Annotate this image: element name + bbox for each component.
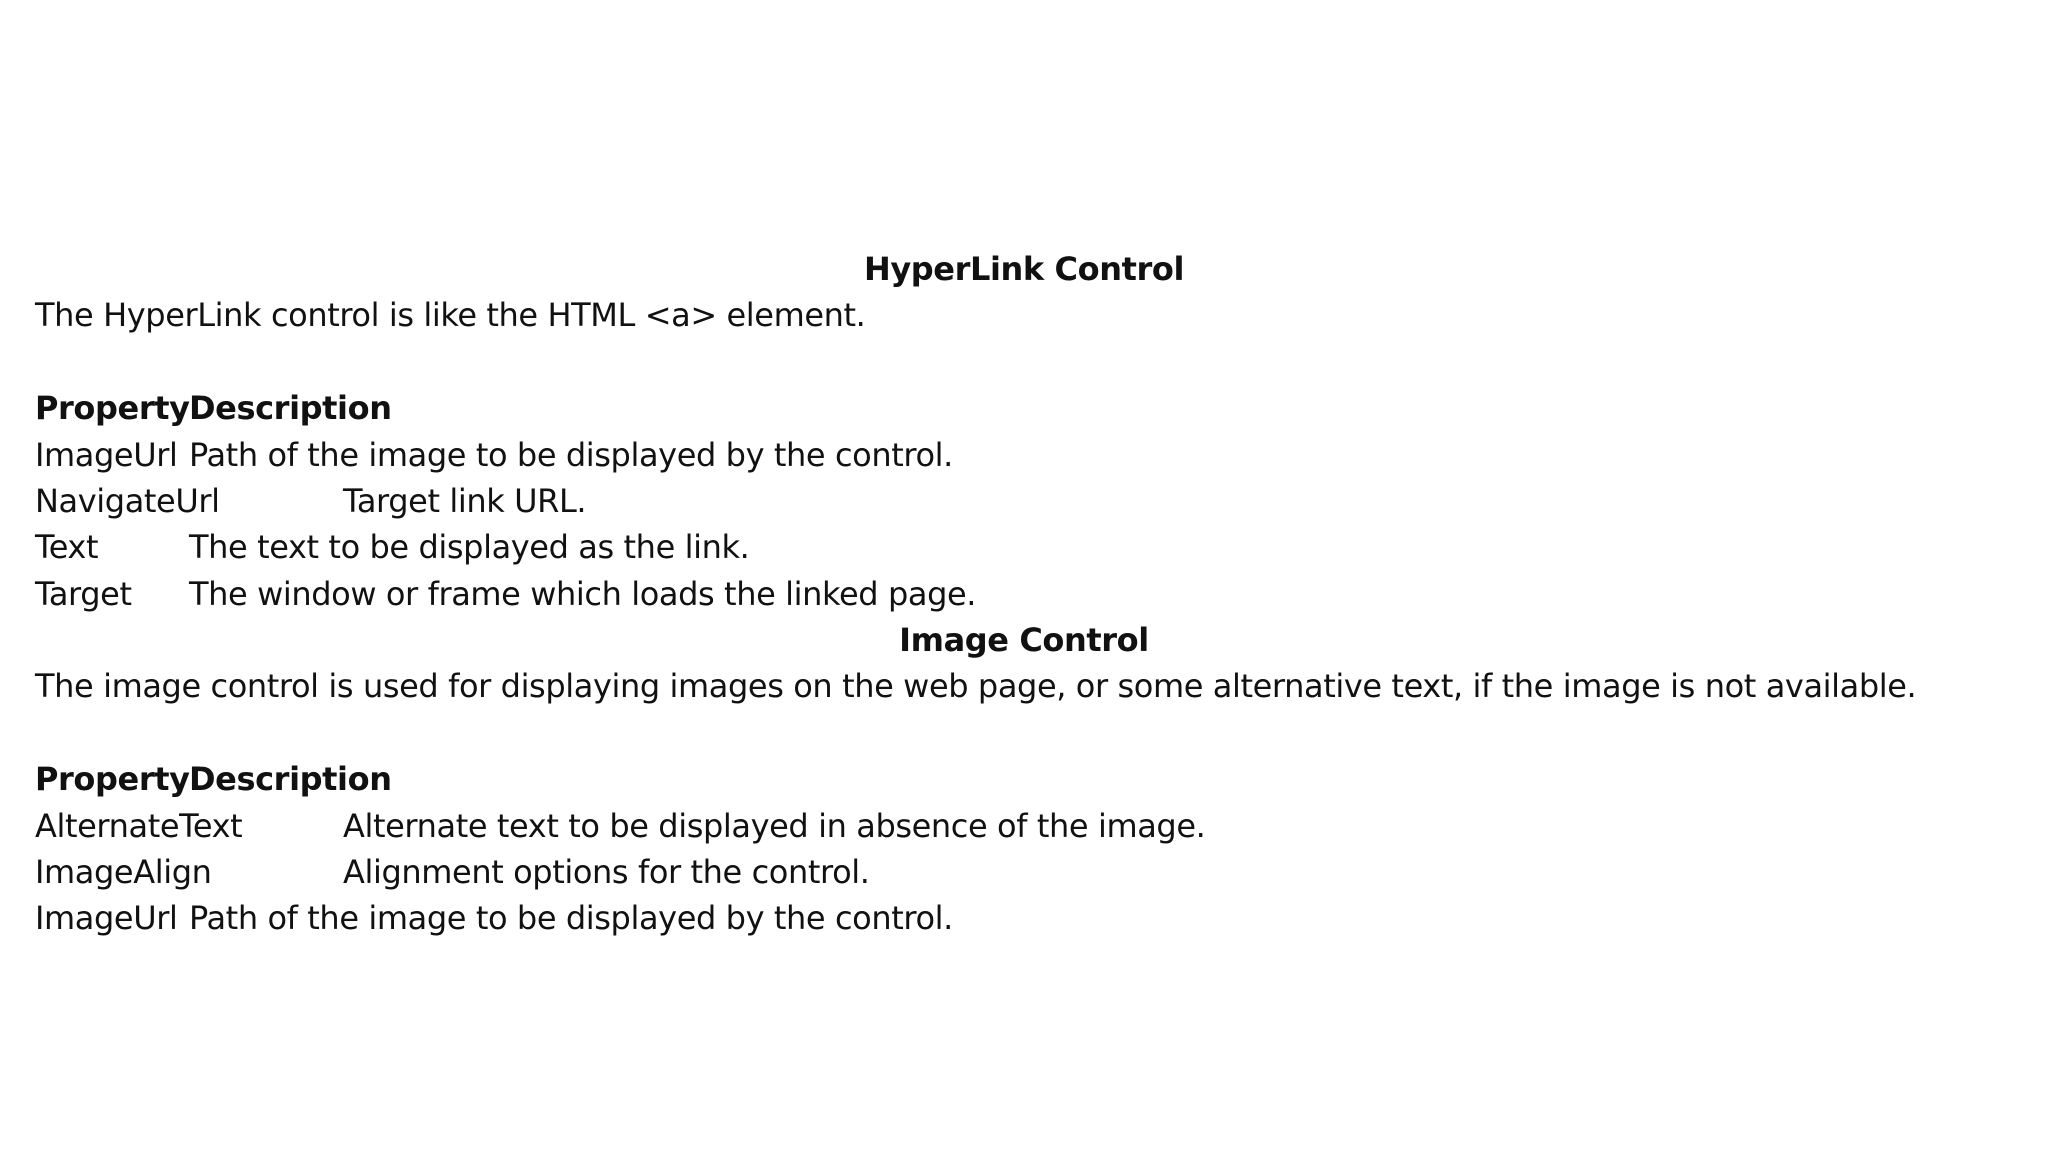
property-description: The text to be displayed as the link. <box>189 528 750 566</box>
property-description: Target link URL. <box>343 482 587 520</box>
property-name: ImageAlign <box>35 853 212 891</box>
property-description: Alternate text to be displayed in absence of the image. <box>343 807 1206 845</box>
property-name: NavigateUrl <box>35 482 220 520</box>
section-intro-image: The image control is used for displaying images on the web page, or some alternative text, if the image is not available. <box>35 667 1917 705</box>
header-description: Description <box>189 760 392 798</box>
property-description: The window or frame which loads the linked page. <box>189 575 977 613</box>
property-description: Alignment options for the control. <box>343 853 870 891</box>
property-description: Path of the image to be displayed by the control. <box>189 899 953 937</box>
header-property: Property <box>35 389 190 427</box>
property-name: ImageUrl <box>35 436 178 474</box>
header-property: Property <box>35 760 190 798</box>
property-name: Target <box>35 575 132 613</box>
section-title-image: Image Control <box>899 621 1149 659</box>
property-description: Path of the image to be displayed by the control. <box>189 436 953 474</box>
section-title-hyperlink: HyperLink Control <box>863 250 1185 288</box>
property-name: AlternateText <box>35 807 243 845</box>
property-name: ImageUrl <box>35 899 178 937</box>
section-intro-hyperlink: The HyperLink control is like the HTML <a> element. <box>35 296 866 334</box>
header-description: Description <box>189 389 392 427</box>
property-name: Text <box>35 528 99 566</box>
